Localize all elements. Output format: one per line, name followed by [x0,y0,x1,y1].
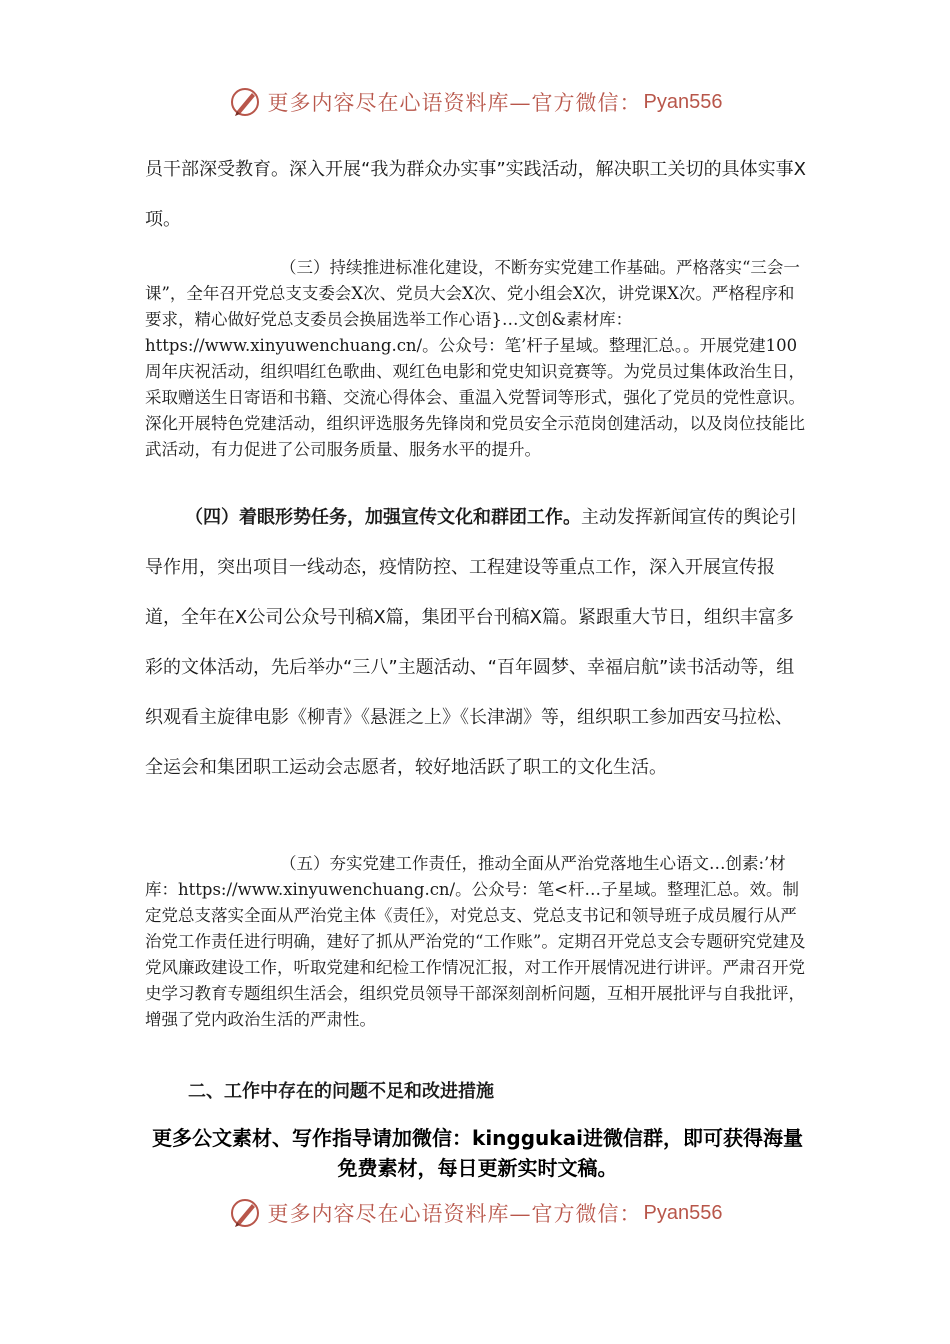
paragraph-4-text: （五）夯实党建工作责任，推动全面从严治党落地生心语文…创素:’材库：https://www.xinyuwenchuang.cn/。公众号：笔<杆…子星域。整理汇总。效。制定党总支落实全面从严治党主体《责任》，对党总支、党总支书记和领导班子成员履行从严治党工作责任进行明确，建好了抓从严治党的“工作账”。定期召开党总支会专题研究党建及党风廉政建设工作，听取党建和纪检工作情况汇报，对工作开展情况进行讲评。严肃召开党史学习教育专题组织生活会，组织党员领导干部深刻剖析问题，互相开展批评与自我批评，增强了党内政治生活的严肃性。 [145,854,806,1029]
paragraph-3-text: 主动发挥新闻宣传的舆论引导作用，突出项目一线动态，疫情防控、工程建设等重点工作，深入开展宣传报道，全年在X公司公众号刊稿X篇，集团平台刊稿X篇。紧跟重大节日，组织丰富多彩的文体活动，先后举办“三八”主题活动、“百年圆梦、幸福启航”读书活动等，组织观看主旋律电影《柳青》《悬涯之上》《长津湖》等，组织职工参加西安马拉松、全运会和集团职工运动会志愿者，较好地活跃了职工的文化生活。 [145,507,797,778]
paragraph-3-heading: （四）着眼形势任务，加强宣传文化和群团工作。 [185,507,581,528]
paragraph-1: 员干部深受教育。深入开展“我为群众办实事”实践活动，解决职工关切的具体实事X项。 [145,159,806,230]
banner-text: 更多内容尽在心语资料库—官方微信： [267,91,642,115]
banner-wechat-id: Pyan556 [643,90,723,113]
paragraph-2-text: （三）持续推进标准化建设，不断夯实党建工作基础。严格落实“三会一课”，全年召开党总支支委会X次、党员大会X次、党小组会X次，讲党课X次。严格程序和要求，精心做好党总支委员会换届选举工作心语}…文创&素材库：https://www.xinyuwenchuang.cn/。公众号：笔’杆子星域。整理汇总。。开展党建100周年庆祝活动，组织唱红色歌曲、观红色电影和党史知识竞赛等。为党员过集体政治生日，采取赠送生日寄语和书籍、交流心得体会、重温入党誓词等形式，强化了党员的党性意识。深化开展特色党建活动，组织评选服务先锋岗和党员安全示范岗创建活动，以及岗位技能比武活动，有力促进了公司服务质量、服务水平的提升。 [145,258,805,459]
footer-banner [0,1193,950,1233]
paragraph-2 [145,255,810,463]
promo-text: 更多公文素材、写作指导请加微信：kinggukai进微信群，即可获得海量免费素材，每日更新实时文稿。 [152,1126,803,1180]
banner-text: 更多内容尽在心语资料库—官方微信： [267,1202,642,1226]
pen-logo-icon [228,85,262,119]
section-heading: 二、工作中存在的问题不足和改进措施 [188,1081,494,1102]
paragraph-4 [145,851,810,1033]
banner-wechat-id: Pyan556 [643,1201,723,1224]
header-banner [0,82,950,122]
pen-logo-icon [228,1196,262,1230]
paragraph-3 [145,493,810,793]
